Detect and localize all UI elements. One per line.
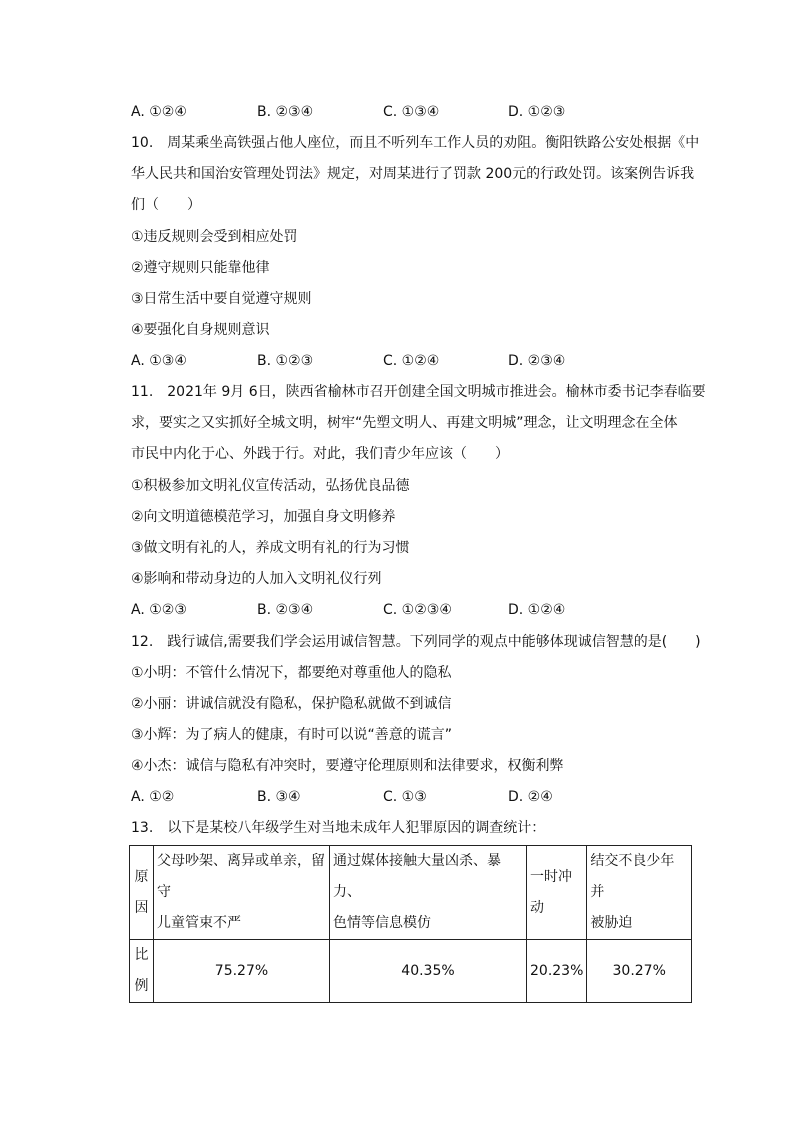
ratio-cell-1: 75.27% [154, 940, 330, 1003]
q9-option-d: D. ①②③ [508, 104, 566, 120]
q11-options [131, 600, 691, 620]
cause-1-line-2: 儿童管束不严 [157, 915, 241, 931]
table-row-ratios [130, 940, 692, 1003]
cause-4-line-2: 被胁迫 [590, 915, 633, 931]
table-row-causes [130, 846, 692, 940]
cause-3-line-2: 动 [530, 899, 544, 916]
cause-cell-1 [154, 846, 330, 940]
cause-1-line-1: 父母吵架、离异或单亲，留守 [157, 853, 325, 900]
q12-statement-3: ③小辉：为了病人的健康，有时可以说“善意的谎言” [131, 727, 453, 743]
q11-stem-line-3: 市民中内化于心、外践于行。对此，我们青少年应该（ ） [131, 446, 509, 462]
cause-4-line-1: 结交不良少年并 [590, 853, 675, 900]
q12-stem-line-1: 12. 践行诚信,需要我们学会运用诚信智慧。下列同学的观点中能够体现诚信智慧的是( ) [131, 634, 701, 650]
q11-statement-4: ④影响和带动身边的人加入文明礼仪行列 [131, 571, 382, 587]
q9-option-a: A. ①②④ [131, 104, 187, 120]
row-header-cause-char-1: 原 [134, 868, 149, 885]
cause-2-line-1: 通过媒体接触大量凶杀、暴力、 [333, 853, 501, 900]
q12-option-d: D. ②④ [508, 789, 553, 805]
q10-statement-4: ④要强化自身规则意识 [131, 322, 270, 338]
q9-options [131, 102, 691, 122]
q12-option-a: A. ①② [131, 789, 175, 805]
q11-stem-line-2: 求，要实之又实抓好全城文明，树牢“先塑文明人、再建文明城”理念，让文明理念在全体 [131, 415, 678, 431]
ratio-cell-4: 30.27% [587, 940, 692, 1003]
q13-survey-table [129, 845, 692, 1003]
row-header-ratio-char-2: 例 [134, 978, 149, 994]
q10-statement-2: ②遵守规则只能靠他律 [131, 260, 270, 276]
q9-option-c: C. ①③④ [383, 104, 440, 120]
q10-option-a: A. ①③④ [131, 353, 187, 369]
q10-stem-line-3: 们（ ） [131, 197, 201, 213]
q10-stem-line-2: 华人民共和国治安管理处罚法》规定，对周某进行了罚款 200元的行政处罚。该案例告诉我 [131, 166, 695, 182]
q11-statement-2: ②向文明道德模范学习，加强自身文明修养 [131, 509, 396, 525]
q11-option-a: A. ①②③ [131, 602, 187, 618]
q12-option-b: B. ③④ [257, 789, 301, 805]
row-header-cause-char-2: 因 [134, 899, 149, 916]
q11-option-d: D. ①②④ [508, 602, 566, 618]
cause-cell-4 [587, 846, 692, 940]
q10-option-c: C. ①②④ [383, 353, 440, 369]
cause-cell-2 [330, 846, 527, 940]
q11-stem-line-1: 11. 2021年 9月 6日，陕西省榆林市召开创建全国文明城市推进会。榆林市委书记李春临要 [131, 384, 706, 400]
q12-options [131, 787, 691, 807]
row-header-ratio [130, 940, 154, 1003]
q11-option-b: B. ②③④ [257, 602, 314, 618]
q10-option-d: D. ②③④ [508, 353, 566, 369]
q12-statement-1: ①小明：不管什么情况下，都要绝对尊重他人的隐私 [131, 665, 452, 681]
cause-2-line-2: 色情等信息模仿 [333, 915, 431, 931]
cause-3-line-1: 一时冲 [530, 868, 572, 885]
q11-statement-3: ③做文明有礼的人，养成文明有礼的行为习惯 [131, 540, 410, 556]
row-header-cause [130, 846, 154, 940]
q11-option-c: C. ①②③④ [383, 602, 452, 618]
q10-statement-3: ③日常生活中要自觉遵守规则 [131, 291, 312, 307]
ratio-cell-2: 40.35% [330, 940, 527, 1003]
q10-option-b: B. ①②③ [257, 353, 314, 369]
ratio-cell-3: 20.23% [527, 940, 587, 1003]
q10-statement-1: ①违反规则会受到相应处罚 [131, 229, 298, 245]
q12-statement-4: ④小杰：诚信与隐私有冲突时，要遵守伦理原则和法律要求，权衡利弊 [131, 758, 564, 774]
q12-statement-2: ②小丽：讲诚信就没有隐私，保护隐私就做不到诚信 [131, 696, 452, 712]
q10-options [131, 351, 691, 371]
q11-statement-1: ①积极参加文明礼仪宣传活动，弘扬优良品德 [131, 478, 410, 494]
q9-option-b: B. ②③④ [257, 104, 314, 120]
row-header-ratio-char-1: 比 [134, 947, 149, 963]
q12-option-c: C. ①③ [383, 789, 427, 805]
q10-stem-line-1: 10. 周某乘坐高铁强占他人座位，而且不听列车工作人员的劝阻。衡阳铁路公安处根据《中 [131, 135, 700, 151]
cause-cell-3 [527, 846, 587, 940]
q13-stem: 13. 以下是某校八年级学生对当地未成年人犯罪原因的调查统计： [131, 820, 546, 836]
